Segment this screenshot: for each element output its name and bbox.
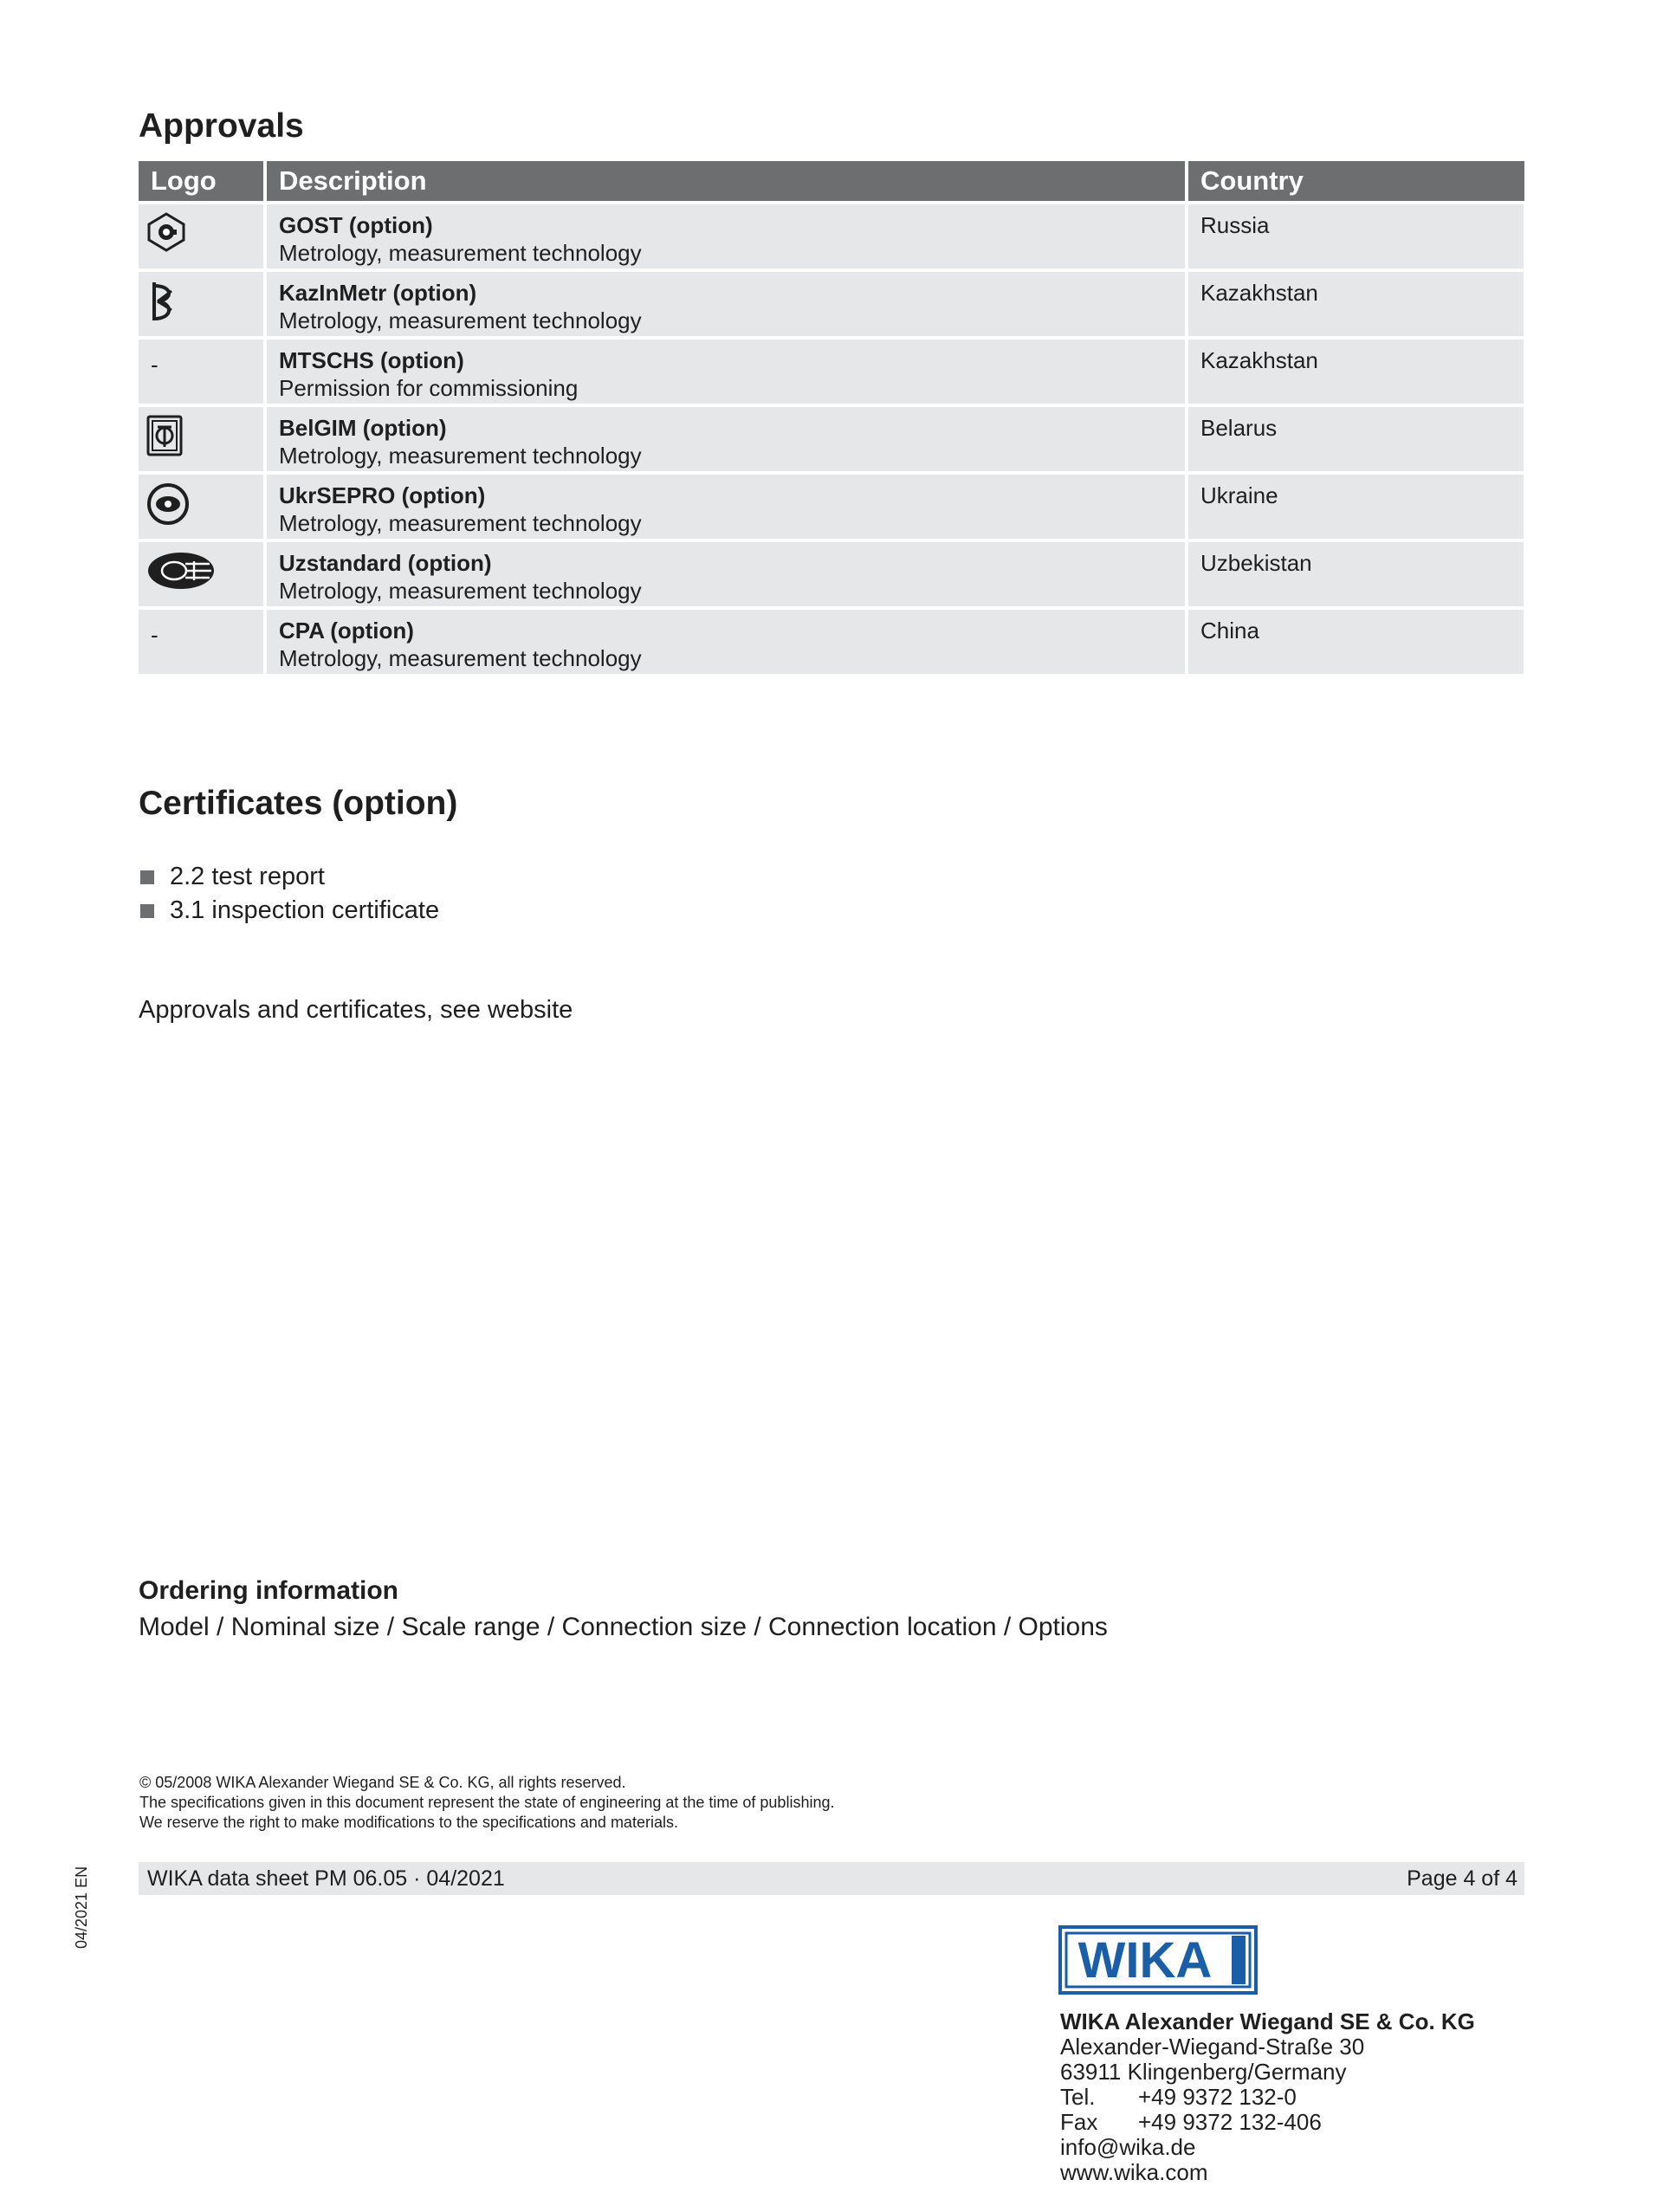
description-cell [267, 610, 1185, 674]
logo-cell [139, 340, 263, 404]
table-row [139, 204, 1524, 268]
gost-logo-icon [146, 211, 187, 253]
approval-name: CPA (option) [279, 618, 414, 644]
list-item [139, 894, 439, 928]
fax-number: +49 9372 132-406 [1138, 2109, 1322, 2135]
approval-description: Metrology, measurement technology [279, 307, 642, 333]
tel-label: Tel. [1060, 2084, 1096, 2110]
country-cell: Belarus [1188, 407, 1524, 471]
description-cell [267, 475, 1185, 539]
approval-name: Uzstandard (option) [279, 550, 492, 576]
country-cell: Ukraine [1188, 475, 1524, 539]
country-cell: Russia [1188, 204, 1524, 268]
logo-text: - [151, 352, 159, 378]
ordering-title: Ordering information [139, 1576, 398, 1605]
footer-bar [139, 1862, 1524, 1895]
approval-description: Metrology, measurement technology [279, 240, 642, 266]
page-number: Page 4 of 4 [1407, 1866, 1517, 1891]
approval-name: UkrSEPRO (option) [279, 482, 486, 508]
approval-name: KazInMetr (option) [279, 280, 477, 306]
uzstandard-logo-icon [146, 549, 217, 592]
wika-logo-text: WIKA [1077, 1932, 1213, 1989]
bullet-square-icon [140, 904, 154, 918]
certificates-list [139, 860, 439, 928]
approval-name: GOST (option) [279, 212, 433, 238]
approval-description: Metrology, measurement technology [279, 578, 642, 604]
kazinmetr-logo-icon [146, 279, 180, 324]
logo-cell [139, 407, 263, 471]
logo-cell [139, 610, 263, 674]
table-row [139, 340, 1524, 404]
bullet-square-icon [140, 870, 154, 884]
description-cell [267, 407, 1185, 471]
legal-notice [139, 1773, 834, 1833]
description-cell [267, 204, 1185, 268]
table-row [139, 542, 1524, 606]
certificates-title: Certificates (option) [139, 785, 458, 822]
datasheet-reference: WIKA data sheet PM 06.05 · 04/2021 [147, 1866, 505, 1891]
certificate-item: 2.2 test report [170, 863, 325, 890]
side-date-stamp: 04/2021 EN [73, 1866, 90, 1949]
certificates-note: Approvals and certificates, see website [139, 996, 573, 1024]
column-header-logo: Logo [151, 165, 217, 196]
belgim-logo-icon [146, 414, 184, 457]
logo-cell [139, 204, 263, 268]
email-link[interactable]: info@wika.de [1060, 2134, 1196, 2160]
logo-cell [139, 542, 263, 606]
approval-name: BelGIM (option) [279, 415, 447, 441]
copyright-line: © 05/2008 WIKA Alexander Wiegand SE & Co. KG, all rights reserved. [139, 1774, 626, 1791]
company-street: Alexander-Wiegand-Straße 30 [1060, 2034, 1365, 2060]
logo-text: - [151, 622, 159, 648]
list-item [139, 860, 439, 894]
website-link[interactable]: www.wika.com [1060, 2159, 1208, 2185]
company-city: 63911 Klingenberg/Germany [1060, 2059, 1347, 2085]
table-row [139, 475, 1524, 539]
tel-number: +49 9372 132-0 [1138, 2084, 1297, 2110]
approvals-table [139, 161, 1524, 674]
table-row [139, 610, 1524, 674]
country-cell: Uzbekistan [1188, 542, 1524, 606]
column-header-description: Description [263, 161, 1185, 201]
wika-logo [1058, 1925, 1258, 1995]
approvals-title: Approvals [139, 107, 304, 145]
table-row [139, 407, 1524, 471]
company-address [1060, 2009, 1475, 2185]
table-row [139, 272, 1524, 336]
specifications-line: The specifications given in this document represent the state of engineering at the time of publishing. [139, 1794, 835, 1811]
tel-row [1060, 2085, 1475, 2110]
logo-cell [139, 475, 263, 539]
approval-name: MTSCHS (option) [279, 347, 464, 373]
certificate-item: 3.1 inspection certificate [170, 896, 440, 924]
ukrsepro-logo-icon [146, 482, 191, 527]
company-name: WIKA Alexander Wiegand SE & Co. KG [1060, 2008, 1475, 2034]
description-cell [267, 542, 1185, 606]
description-cell [267, 340, 1185, 404]
logo-cell [139, 272, 263, 336]
modifications-line: We reserve the right to make modifications to the specifications and materials. [139, 1814, 678, 1831]
ordering-text: Model / Nominal size / Scale range / Connection size / Connection location / Options [139, 1613, 1108, 1641]
column-header-country: Country [1185, 161, 1524, 201]
approval-description: Metrology, measurement technology [279, 443, 642, 469]
fax-label: Fax [1060, 2109, 1098, 2135]
table-header [139, 161, 1524, 201]
description-cell [267, 272, 1185, 336]
country-cell: Kazakhstan [1188, 340, 1524, 404]
country-cell: China [1188, 610, 1524, 674]
approval-description: Permission for commissioning [279, 375, 579, 401]
fax-row [1060, 2110, 1475, 2135]
approval-description: Metrology, measurement technology [279, 645, 642, 671]
approval-description: Metrology, measurement technology [279, 510, 642, 536]
country-cell: Kazakhstan [1188, 272, 1524, 336]
